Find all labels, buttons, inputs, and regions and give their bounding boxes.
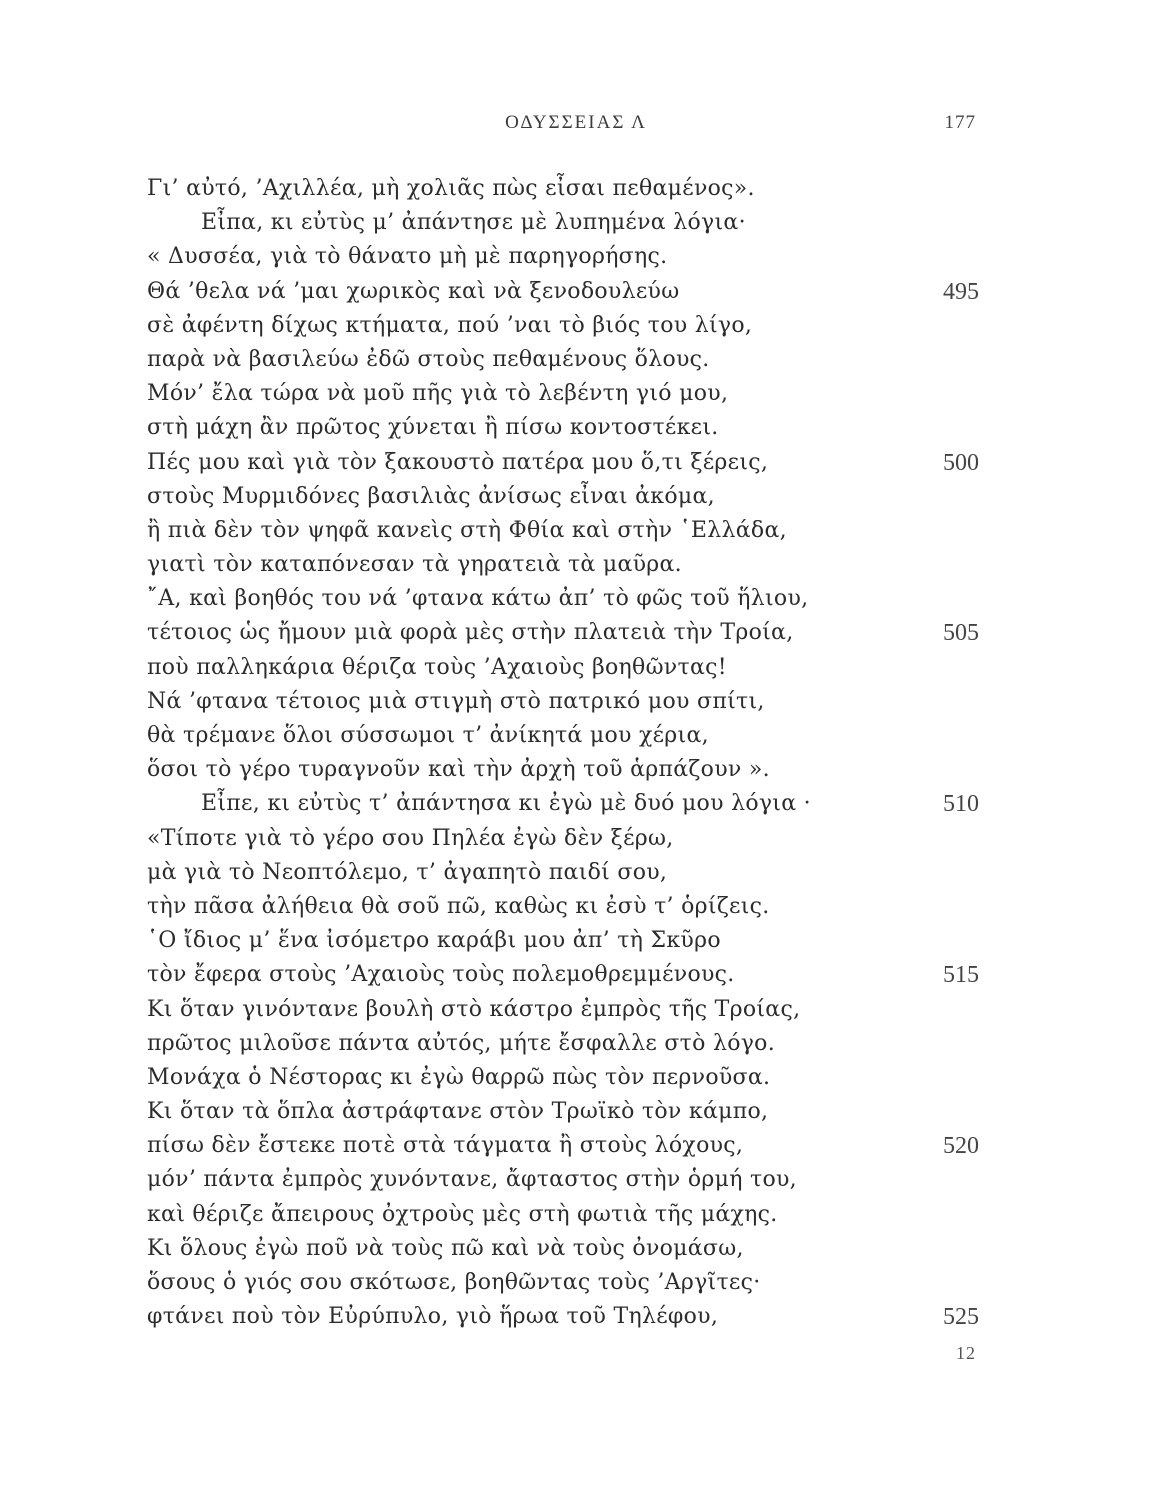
verse-text: Εἶπα, κι εὐτὺς μ’ ἀπάντησε μὲ λυπημένα λόγια·: [201, 210, 746, 236]
line-number: 510: [943, 791, 979, 818]
line-number: 520: [943, 1133, 979, 1160]
verse-line: [147, 1163, 1007, 1197]
verse-text: παρὰ νὰ βασιλεύω ἐδῶ στοὺς πεθαμένους ὅλους.: [147, 346, 710, 372]
verse-line: [147, 822, 1007, 856]
verse-text: σὲ ἀφέντη δίχως κτήματα, πού ’ναι τὸ βιός του λίγο,: [147, 312, 753, 338]
verse-line: [147, 1300, 1007, 1334]
verse-text: Μόν’ ἔλα τώρα νὰ μοῦ πῆς γιὰ τὸ λεβέντη γιό μου,: [147, 381, 729, 407]
verse-text: Εἶπε, κι εὐτὺς τ’ ἀπάντησα κι ἐγὼ μὲ δυό μου λόγια ·: [201, 791, 811, 817]
verse-text: Κι ὅταν τὰ ὅπλα ἀστράφτανε στὸν Τρωϊκὸ τὸν κάμπο,: [147, 1099, 769, 1125]
verse-line: [147, 685, 1007, 719]
verse-line: [147, 753, 1007, 787]
verse-line: [147, 1095, 1007, 1129]
verse-text: μὰ γιὰ τὸ Νεοπτόλεμο, τ’ ἀγαπητὸ παιδί σου,: [147, 859, 668, 885]
verse-block: [147, 172, 1007, 1334]
line-number: 500: [943, 449, 979, 476]
verse-line: [147, 651, 1007, 685]
verse-line: [147, 240, 1007, 274]
line-number: 515: [943, 962, 979, 989]
verse-line: [147, 1027, 1007, 1061]
verse-text: ποὺ παλληκάρια θέριζα τοὺς ’Αχαιοὺς βοηθῶντας!: [147, 654, 727, 680]
running-header: [0, 112, 1152, 142]
line-number: 525: [943, 1304, 979, 1331]
verse-text: τὸν ἔφερα στοὺς ’Αχαιοὺς τοὺς πολεμοθρεμμένους.: [147, 962, 735, 988]
verse-text: τὴν πᾶσα ἀλήθεια θὰ σοῦ πῶ, καθὼς κι ἐσὺ τ’ ὁρίζεις.: [147, 893, 770, 919]
verse-text: Πές μου καὶ γιὰ τὸν ξακουστὸ πατέρα μου ὅ,τι ξέρεις,: [147, 449, 769, 475]
verse-line: [147, 890, 1007, 924]
verse-text: Νά ’φτανα τέτοιος μιὰ στιγμὴ στὸ πατρικό μου σπίτι,: [147, 688, 765, 714]
verse-line: [147, 582, 1007, 616]
verse-line: [147, 206, 1007, 240]
verse-text: ῾Ο ἴδιος μ’ ἕνα ἰσόμετρο καράβι μου ἀπ’ τὴ Σκῦρο: [147, 928, 721, 954]
verse-text: μόν’ πάντα ἐμπρὸς χυνόντανε, ἄφταστος στὴν ὁρμή του,: [147, 1167, 797, 1193]
verse-line: [147, 446, 1007, 480]
verse-text: Μονάχα ὁ Νέστορας κι ἐγὼ θαρρῶ πὼς τὸν περνοῦσα.: [147, 1064, 771, 1090]
verse-line: [147, 1129, 1007, 1163]
verse-text: «Τίποτε γιὰ τὸ γέρο σου Πηλέα ἐγὼ δὲν ξέρω,: [147, 825, 674, 851]
signature-mark: 12: [956, 1343, 976, 1363]
verse-line: [147, 616, 1007, 650]
verse-text: γιατὶ τὸν καταπόνεσαν τὰ γηρατειὰ τὰ μαῦρα.: [147, 552, 682, 578]
verse-line: [147, 275, 1007, 309]
verse-text: Κι ὅλους ἐγὼ ποῦ νὰ τοὺς πῶ καὶ νὰ τοὺς ὀνομάσω,: [147, 1235, 744, 1261]
line-number: 505: [943, 620, 979, 647]
verse-text: καὶ θέριζε ἄπειρους ὀχτροὺς μὲς στὴ φωτιὰ τῆς μάχης.: [147, 1201, 778, 1227]
verse-text: θὰ τρέμανε ὅλοι σύσσωμοι τ’ ἀνίκητά μου χέρια,: [147, 723, 709, 748]
verse-line: [147, 411, 1007, 445]
verse-line: [147, 719, 1007, 753]
verse-line: [147, 1232, 1007, 1266]
verse-line: [147, 514, 1007, 548]
verse-line: [147, 787, 1007, 821]
verse-text: φτάνει ποὺ τὸν Εὐρύπυλο, γιὸ ἥρωα τοῦ Τηλέφου,: [147, 1304, 719, 1330]
verse-text: ὅσοι τὸ γέρο τυραγνοῦν καὶ τὴν ἀρχὴ τοῦ ἁρπάζουν ».: [147, 757, 770, 783]
line-number: 495: [943, 278, 979, 305]
verse-line: [147, 1198, 1007, 1232]
verse-text: ὅσους ὁ γιός σου σκότωσε, βοηθῶντας τοὺς ’Αργῖτες·: [147, 1270, 761, 1295]
verse-text: Θά ’θελα νά ’μαι χωρικὸς καὶ νὰ ξενοδουλεύω: [147, 278, 680, 304]
verse-text: τέτοιος ὡς ἤμουν μιὰ φορὰ μὲς στὴν πλατειὰ τὴν Τροία,: [147, 620, 794, 646]
verse-line: [147, 924, 1007, 958]
verse-text: πρῶτος μιλοῦσε πάντα αὐτός, μήτε ἔσφαλλε στὸ λόγο.: [147, 1030, 776, 1056]
verse-text: Γι’ αὐτό, ’Αχιλλέα, μὴ χολιᾶς πὼς εἶσαι πεθαμένος».: [147, 176, 755, 201]
verse-line: [147, 480, 1007, 514]
verse-text: Κι ὅταν γινόντανε βουλὴ στὸ κάστρο ἐμπρὸς τῆς Τροίας,: [147, 996, 801, 1022]
running-title: ΟΔΥΣΣΕΙΑΣ Λ: [505, 112, 647, 133]
verse-line: [147, 993, 1007, 1027]
verse-line: [147, 958, 1007, 992]
verse-line: [147, 856, 1007, 890]
verse-line: [147, 309, 1007, 343]
verse-line: [147, 172, 1007, 206]
verse-line: [147, 1266, 1007, 1300]
verse-line: [147, 1061, 1007, 1095]
verse-text: στοὺς Μυρμιδόνες βασιλιὰς ἀνίσως εἶναι ἀκόμα,: [147, 483, 715, 509]
verse-text: ἢ πιὰ δὲν τὸν ψηφᾶ κανεὶς στὴ Φθία καὶ στὴν ῾Ελλάδα,: [147, 517, 787, 543]
verse-text: ῎Α, καὶ βοηθός του νά ’φτανα κάτω ἀπ’ τὸ φῶς τοῦ ἥλιου,: [147, 586, 809, 612]
verse-text: « Δυσσέα, γιὰ τὸ θάνατο μὴ μὲ παρηγορήσης.: [147, 244, 668, 270]
verse-line: [147, 343, 1007, 377]
page-number: 177: [944, 112, 976, 133]
verse-line: [147, 548, 1007, 582]
verse-text: πίσω δὲν ἔστεκε ποτὲ στὰ τάγματα ἢ στοὺς λόχους,: [147, 1133, 744, 1159]
verse-text: στὴ μάχη ἂν πρῶτος χύνεται ἢ πίσω κοντοστέκει.: [147, 415, 719, 441]
verse-line: [147, 377, 1007, 411]
